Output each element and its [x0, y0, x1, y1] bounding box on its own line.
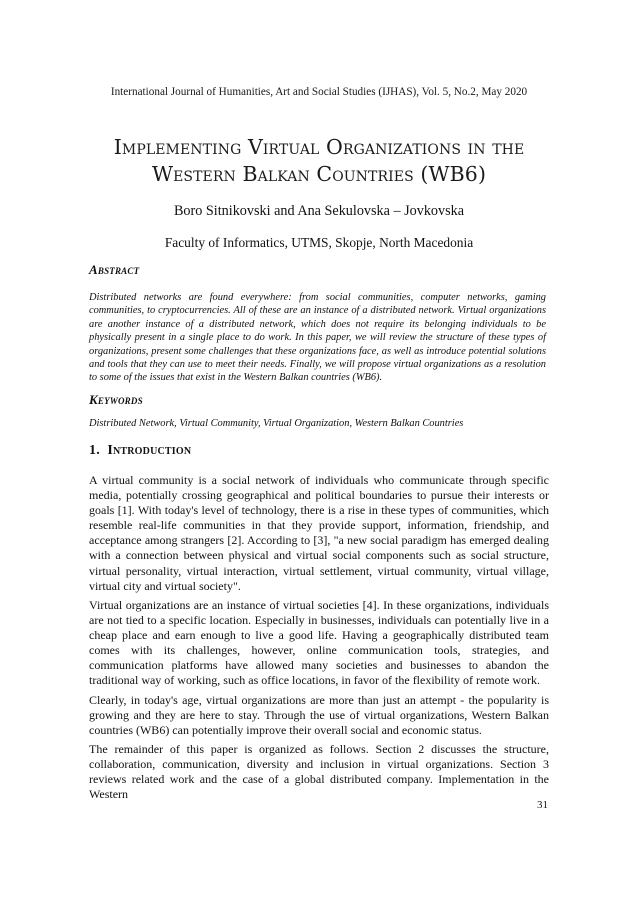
keywords-text: Distributed Network, Virtual Community, Virtual Organization, Western Balkan Countries — [89, 418, 464, 429]
paper-title — [70, 134, 568, 188]
journal-header: International Journal of Humanities, Art and Social Studies (IJHAS), Vol. 5, No.2, May 2020 — [110, 86, 528, 98]
abstract-text: Distributed networks are found everywhere: from social communities, computer networks, gaming communities, to cryptocurrencies. All of these are an instance of a distributed network. Virtual organizations are another instance of a distributed network, which does not require its belonging individuals to be physically present in a single place to do work. In this paper, we will review the structure of these types of organizations, present some challenges that these organizations face, as well as introduce potential solutions and tools that they can use to meet their needs. Finally, we will propose virtual organizations as a resolution to some of the issues that exist in the Western Balkan countries (WB6). — [89, 292, 546, 384]
keywords-heading: Keywords — [89, 392, 143, 407]
affiliation: Faculty of Informatics, UTMS, Skopje, North Macedonia — [164, 235, 474, 250]
abstract-heading: Abstract — [89, 262, 140, 277]
section-number: 1. — [89, 443, 100, 458]
paper-title-line-2: Western Balkan Countries (WB6) — [151, 162, 487, 186]
intro-paragraph-2: Virtual organizations are an instance of virtual societies [4]. In these organizations, individuals are not tied to a specific location. Especially in businesses, individuals can potentially live in a cheap place and earn enough to live a good life. Having a geographically distributed team comes with its challenges, however, online communication tools, strategies, and communication platforms have allowed many societies and businesses to abandon the traditional way of working, such as office locations, in favor of the flexibility of remote work. — [89, 598, 549, 688]
paper-title-line-1: Implementing Virtual Organizations in the — [113, 135, 525, 159]
intro-paragraph-1: A virtual community is a social network of individuals who communicate through specific media, potentially crossing geographical and political boundaries to pursue their interests or goals [1]. With today's level of technology, there is a rise in these types of communities, which resemble real-life communities in that they provide support, information, friendship, and acceptance among strangers [2]. According to [3], "a new social paradigm has emerged dealing with a connection between physical and virtual social components such as social structure, virtual personality, virtual interaction, virtual settlement, virtual community, virtual village, virtual city and virtual society". — [89, 473, 549, 593]
introduction-heading — [89, 443, 191, 459]
intro-paragraph-3: Clearly, in today's age, virtual organizations are more than just an attempt - the popularity is growing and they are here to stay. Through the use of virtual organizations, Western Balkan countries (WB6) can potentially improve their overall social and economic status. — [89, 693, 549, 738]
section-title: Introduction — [107, 443, 192, 458]
intro-paragraph-4: The remainder of this paper is organized as follows. Section 2 discusses the structure, collaboration, communication, diversity and inclusion in virtual organizations. Section 3 reviews related work and the case of a global distributed company. Implementation in the Western — [89, 742, 549, 802]
authors: Boro Sitnikovski and Ana Sekulovska – Jovkovska — [173, 203, 465, 219]
page-number: 31 — [537, 799, 548, 811]
